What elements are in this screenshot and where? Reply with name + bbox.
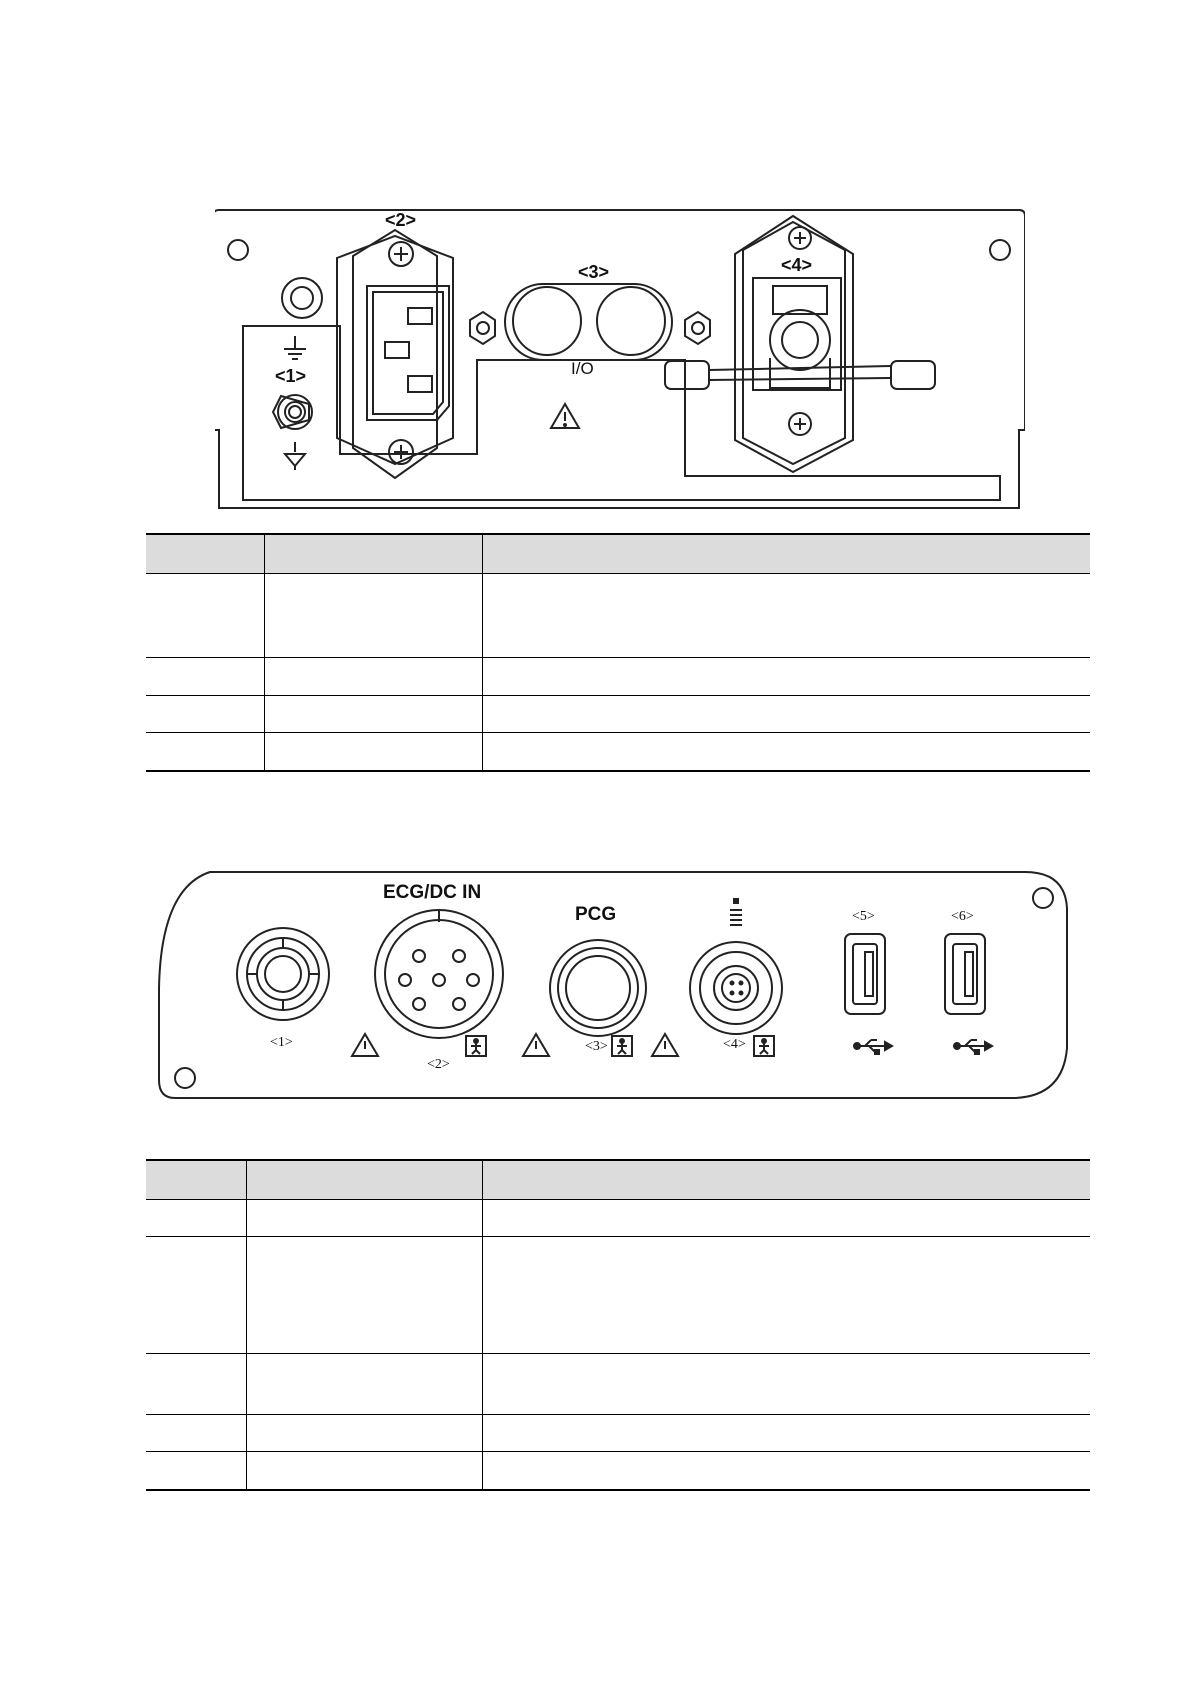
usb-port-5 — [845, 909, 885, 1014]
auxiliary-connector — [690, 898, 782, 1052]
callout-1: <1> — [275, 366, 307, 386]
pcg-connector — [550, 904, 646, 1054]
pcg-label: PCG — [575, 904, 617, 925]
warning-icon — [523, 1034, 549, 1056]
table-header-row — [146, 534, 1090, 574]
callout-3: <3> — [578, 262, 610, 282]
side-panel-diagram — [155, 868, 1075, 1108]
table-row — [146, 733, 1090, 771]
table-row — [146, 696, 1090, 733]
side-callout-2: <2> — [427, 1057, 450, 1072]
table-row — [146, 1415, 1090, 1452]
usb-icon — [854, 1040, 892, 1054]
mount-hole-left — [228, 240, 248, 260]
power-cord-retainer — [665, 216, 935, 472]
table-row — [146, 574, 1090, 658]
type-bf-patient-icon — [612, 1036, 632, 1056]
side-callout-3: <3> — [585, 1039, 608, 1054]
power-switch-label: I/O — [571, 359, 594, 378]
callout-2: <2> — [385, 210, 417, 230]
ac-power-socket — [337, 210, 453, 478]
table-row — [146, 1354, 1090, 1415]
side-callout-6: <6> — [951, 909, 974, 924]
probe-connector — [237, 928, 329, 1050]
table-row — [146, 658, 1090, 696]
ecg-dc-in-connector — [375, 882, 503, 1072]
rear-panel-diagram — [215, 208, 1025, 518]
table-header-row — [146, 1160, 1090, 1200]
mount-hole-right — [990, 240, 1010, 260]
equipotential-ground-connector — [273, 336, 312, 470]
fuse-holder — [505, 262, 672, 360]
warning-icon — [652, 1034, 678, 1056]
table-row — [146, 1200, 1090, 1237]
side-callout-1: <1> — [270, 1035, 293, 1050]
warning-icon — [352, 1034, 378, 1056]
rear-panel-spec-table — [146, 533, 1090, 772]
ecg-dc-in-label: ECG/DC IN — [383, 882, 482, 903]
side-callout-5: <5> — [852, 909, 875, 924]
rear-panel-inner-frame — [243, 326, 1000, 500]
warning-icon — [551, 404, 579, 428]
type-bf-patient-icon — [754, 1036, 774, 1056]
mount-hole-bottom-left — [175, 1068, 195, 1088]
usb-port-6 — [945, 909, 985, 1014]
side-panel-spec-table — [146, 1159, 1090, 1491]
mount-hole-top-right — [1033, 888, 1053, 908]
callout-4: <4> — [781, 255, 813, 275]
side-callout-4: <4> — [723, 1037, 746, 1052]
usb-icon — [954, 1040, 992, 1054]
table-row — [146, 1452, 1090, 1490]
table-row — [146, 1237, 1090, 1354]
type-bf-patient-icon — [466, 1036, 486, 1056]
